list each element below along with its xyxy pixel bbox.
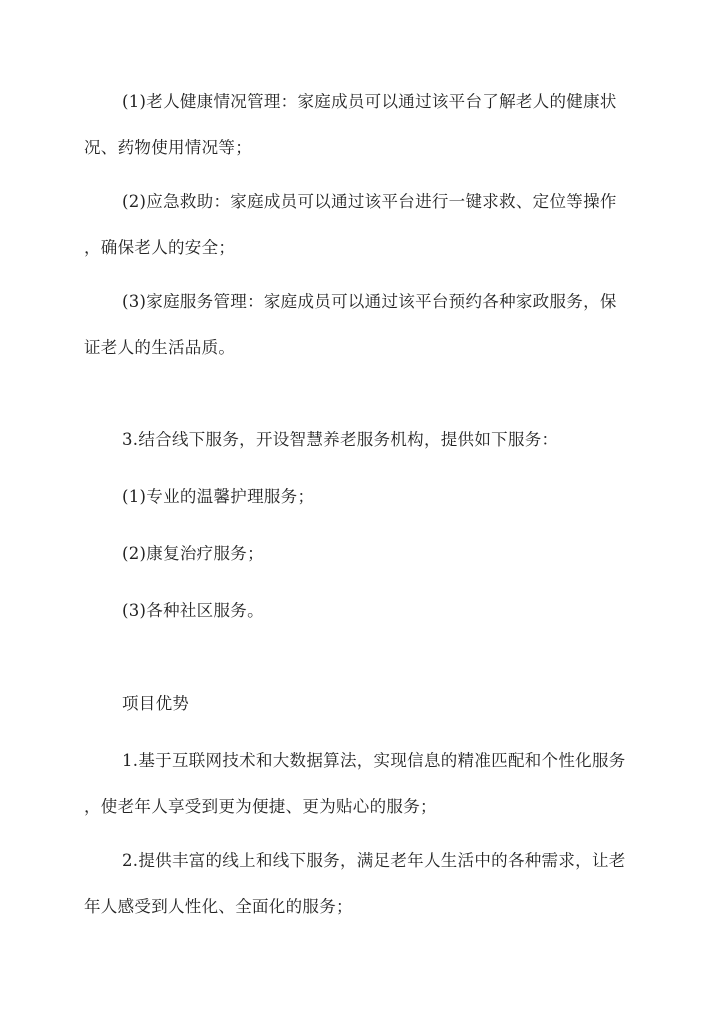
paragraph-line: 年人感受到人性化、全面化的服务；	[84, 897, 353, 916]
paragraph-line: ，确保老人的安全；	[84, 238, 236, 257]
paragraph-line: (2)应急救助：家庭成员可以通过该平台进行一键求救、定位等操作	[122, 192, 617, 211]
paragraph-line: (1)老人健康情况管理：家庭成员可以通过该平台了解老人的健康状	[122, 92, 617, 111]
paragraph-line: (1)专业的温馨护理服务；	[122, 487, 315, 506]
paragraph-line: (3)家庭服务管理：家庭成员可以通过该平台预约各种家政服务，保	[122, 292, 617, 311]
paragraph-line: 项目优势	[122, 694, 190, 713]
paragraph-line: ，使老年人享受到更为便捷、更为贴心的服务；	[84, 797, 437, 816]
paragraph-line: (2)康复治疗服务；	[122, 544, 264, 563]
paragraph-line: 2.提供丰富的线上和线下服务，满足老年人生活中的各种需求，让老	[122, 851, 626, 870]
paragraph-line: 证老人的生活品质。	[84, 338, 236, 357]
paragraph-line: 3.结合线下服务，开设智慧养老服务机构，提供如下服务：	[122, 430, 559, 449]
paragraph-line: (3)各种社区服务。	[122, 601, 264, 620]
paragraph-line: 况、药物使用情况等；	[84, 138, 252, 157]
paragraph-line: 1.基于互联网技术和大数据算法，实现信息的精准匹配和个性化服务	[122, 751, 626, 770]
